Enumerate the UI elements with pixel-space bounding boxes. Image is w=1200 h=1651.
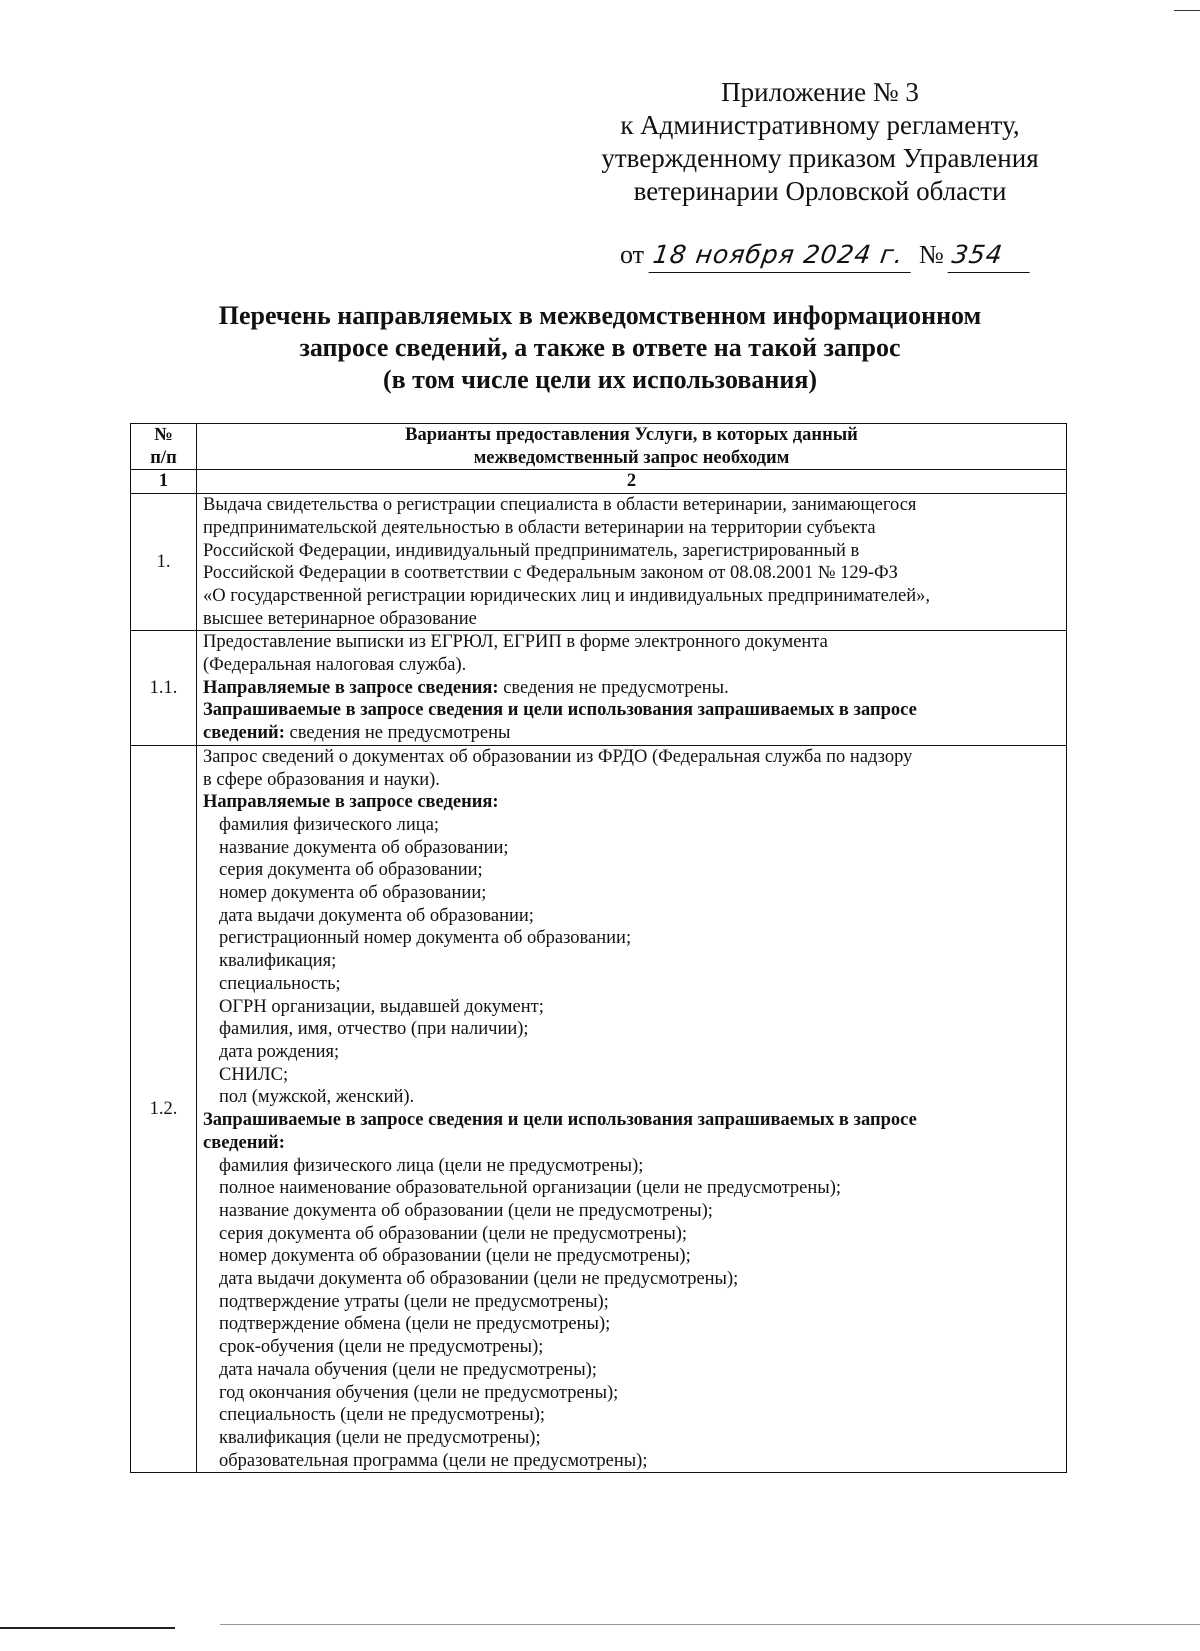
list-item: дата начала обучения (цели не предусмотрены); xyxy=(219,1359,597,1380)
list-item: полное наименование образовательной организации (цели не предусмотрены); xyxy=(219,1178,842,1199)
list-item: пол (мужской, женский). xyxy=(219,1087,415,1108)
list-item: дата выдачи документа об образовании (цели не предусмотрены); xyxy=(219,1269,739,1290)
title-line: (в том числе цели их использования) xyxy=(382,365,818,394)
order-date-line xyxy=(620,238,1040,273)
list-item: номер документа об образовании (цели не предусмотрены); xyxy=(219,1246,691,1267)
row-text-line: Предоставление выписки из ЕГРЮЛ, ЕГРИП в форме электронного документа xyxy=(203,632,828,653)
list-item: серия документа об образовании; xyxy=(219,860,483,881)
order-date-prefix: от xyxy=(620,240,645,269)
sent-info-value: сведения не предусмотрены. xyxy=(498,677,729,698)
row-text-line: высшее ветеринарное образование xyxy=(203,608,477,629)
list-item: квалификация (цели не предусмотрены); xyxy=(219,1427,541,1448)
handwritten-order-number: 354 xyxy=(948,238,1035,273)
sent-info-label: Направляемые в запросе сведения: xyxy=(203,677,499,698)
header-number-line: п/п xyxy=(150,447,177,468)
list-item: специальность (цели не предусмотрены); xyxy=(219,1405,546,1426)
row-text-line: «О государственной регистрации юридических лиц и индивидуальных предпринимателей», xyxy=(203,585,931,606)
row-content xyxy=(197,745,1067,1473)
list-item: подтверждение утраты (цели не предусмотрены); xyxy=(219,1291,609,1312)
list-item: квалификация; xyxy=(219,951,337,972)
list-item: подтверждение обмена (цели не предусмотрены); xyxy=(219,1314,611,1335)
requested-info-label: сведений: xyxy=(203,1132,285,1153)
list-item: фамилия физического лица; xyxy=(219,814,440,835)
table-row xyxy=(131,745,1067,1473)
list-item: фамилия физического лица (цели не предусмотрены); xyxy=(219,1155,644,1176)
appendix-line: к Административному регламенту, xyxy=(620,110,1020,140)
requests-table xyxy=(130,423,1067,1473)
row-number: 1.1. xyxy=(131,631,197,746)
row-content xyxy=(197,631,1067,746)
header-variant-line: межведомственный запрос необходим xyxy=(473,447,790,468)
row-text-line: в сфере образования и науки). xyxy=(203,769,440,790)
header-variant-cell xyxy=(197,424,1067,470)
row-number: 1.2. xyxy=(131,745,197,1473)
sent-info-line xyxy=(203,677,1060,700)
appendix-line: Приложение № 3 xyxy=(721,77,919,107)
list-item: серия документа об образовании (цели не предусмотрены); xyxy=(219,1223,688,1244)
list-item: ОГРН организации, выдавшей документ; xyxy=(219,996,544,1017)
scan-edge-mark xyxy=(0,1627,175,1629)
row-text-line: Запрос сведений о документах об образовании из ФРДО (Федеральная служба по надзору xyxy=(203,746,913,767)
table-header-row xyxy=(131,424,1067,470)
scan-edge-mark xyxy=(220,1624,1200,1625)
list-item: фамилия, имя, отчество (при наличии); xyxy=(219,1019,529,1040)
appendix-line: ветеринарии Орловской области xyxy=(633,176,1007,206)
requested-info-label: Запрашиваемые в запросе сведения и цели использования запрашиваемых в запросе xyxy=(203,1110,917,1131)
list-item: СНИЛС; xyxy=(219,1064,289,1085)
handwritten-order-date: 18 ноября 2024 г. xyxy=(648,238,915,273)
list-item: номер документа об образовании; xyxy=(219,883,487,904)
list-item: срок-обучения (цели не предусмотрены); xyxy=(219,1337,544,1358)
list-item: название документа об образовании; xyxy=(219,837,509,858)
column-number: 1 xyxy=(131,470,197,494)
row-text-line: Выдача свидетельства о регистрации специалиста в области ветеринарии, занимающегося xyxy=(203,495,917,516)
sent-info-label: Направляемые в запросе сведения: xyxy=(203,792,499,813)
title-line: Перечень направляемых в межведомственном информационном xyxy=(218,301,982,330)
table-numbering-row xyxy=(131,470,1067,494)
requested-info-value: сведения не предусмотрены xyxy=(284,723,511,744)
list-item: образовательная программа (цели не предусмотрены); xyxy=(219,1450,648,1471)
requested-info-label: Запрашиваемые в запросе сведения и цели использования запрашиваемых в запросе xyxy=(203,700,917,721)
row-text-line: предпринимательской деятельностью в области ветеринарии на территории субъекта xyxy=(203,517,876,538)
row-number: 1. xyxy=(131,494,197,631)
appendix-header xyxy=(560,76,1080,208)
table-row xyxy=(131,631,1067,746)
list-item: дата рождения; xyxy=(219,1041,340,1062)
list-item: дата выдачи документа об образовании; xyxy=(219,905,534,926)
list-item: год окончания обучения (цели не предусмотрены); xyxy=(219,1382,619,1403)
header-number-cell xyxy=(131,424,197,470)
requested-info-line xyxy=(203,722,1060,745)
title-line: запросе сведений, а также в ответе на такой запрос xyxy=(299,333,901,362)
header-number-line: № xyxy=(154,425,173,445)
appendix-line: утвержденному приказом Управления xyxy=(601,143,1039,173)
requested-info-label: сведений: xyxy=(203,723,285,744)
order-number-sign: № xyxy=(919,240,944,269)
list-item: название документа об образовании (цели не предусмотрены); xyxy=(219,1200,713,1221)
row-text-line: Российской Федерации, индивидуальный предприниматель, зарегистрированный в xyxy=(203,540,860,561)
row-text-line: (Федеральная налоговая служба). xyxy=(203,655,467,676)
row-content xyxy=(197,494,1067,631)
row-text-line: Российской Федерации в соответствии с Федеральным законом от 08.08.2001 № 129-ФЗ xyxy=(203,563,898,584)
list-item: специальность; xyxy=(219,973,341,994)
document-title xyxy=(150,300,1050,396)
header-variant-line: Варианты предоставления Услуги, в которых данный xyxy=(405,425,858,445)
table-row xyxy=(131,494,1067,631)
scan-edge-mark xyxy=(1174,10,1200,11)
list-item: регистрационный номер документа об образовании; xyxy=(219,928,632,949)
column-number: 2 xyxy=(197,470,1067,494)
